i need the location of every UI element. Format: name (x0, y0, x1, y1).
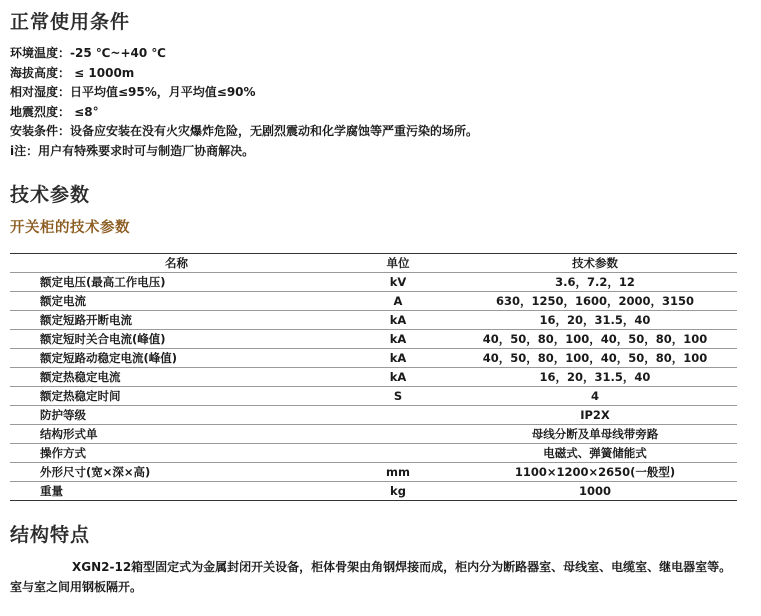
structure-paragraph (10, 557, 740, 597)
condition-altitude: 海拔高度： ≤ 1000m (10, 65, 135, 80)
spec-table (10, 253, 737, 501)
table-subtitle: 开关柜的技术参数 (10, 220, 130, 236)
conditions-list (10, 44, 478, 161)
cell-name: 额定电压(最高工作电压) (10, 273, 343, 292)
cell-name: 操作方式 (10, 444, 343, 463)
cell-unit: kA (343, 349, 453, 368)
section-title-conditions: 正常使用条件 (10, 11, 131, 33)
table-row (10, 482, 737, 501)
structure-text: XGN2-12箱型固定式为金属封闭开关设备，柜体骨架由角钢焊接而成，柜内分为断路器室、母线室、电缆室、继电器室等。室与室之间用钢板隔开。 (10, 560, 732, 594)
cell-name: 外形尺寸(宽×深×高) (10, 463, 343, 482)
cell-unit (343, 444, 453, 463)
table-header-row (10, 254, 737, 273)
table-row (10, 349, 737, 368)
cell-name: 重量 (10, 482, 343, 501)
cell-value: 电磁式、弹簧储能式 (453, 444, 737, 463)
cell-unit: kA (343, 368, 453, 387)
cell-name: 额定电流 (10, 292, 343, 311)
table-row (10, 387, 737, 406)
cell-unit: kV (343, 273, 453, 292)
cell-value: IP2X (453, 406, 737, 425)
header-unit: 单位 (343, 254, 453, 273)
table-row (10, 330, 737, 349)
cell-value: 630，1250，1600，2000，3150 (453, 292, 737, 311)
cell-unit: kA (343, 330, 453, 349)
cell-unit: kg (343, 482, 453, 501)
cell-unit (343, 406, 453, 425)
table-row (10, 406, 737, 425)
table-row (10, 444, 737, 463)
condition-seismic: 地震烈度： ≤8° (10, 104, 99, 119)
cell-value: 1000 (453, 482, 737, 501)
cell-value: 40，50，80，100，40，50，80，100 (453, 349, 737, 368)
table-row (10, 292, 737, 311)
cell-name: 结构形式单 (10, 425, 343, 444)
condition-humidity: 相对湿度：日平均值≤95%，月平均值≤90% (10, 85, 256, 99)
cell-unit: mm (343, 463, 453, 482)
cell-name: 防护等级 (10, 406, 343, 425)
table-row (10, 311, 737, 330)
cell-unit (343, 425, 453, 444)
cell-name: 额定短路动稳定电流(峰值) (10, 349, 343, 368)
cell-value: 16，20，31.5，40 (453, 311, 737, 330)
table-row (10, 273, 737, 292)
cell-value: 3.6，7.2，12 (453, 273, 737, 292)
cell-value: 母线分断及单母线带旁路 (453, 425, 737, 444)
table-row (10, 368, 737, 387)
section-title-specs: 技术参数 (10, 184, 91, 206)
condition-note: i注：用户有特殊要求时可与制造厂协商解决。 (10, 143, 255, 158)
cell-unit: kA (343, 311, 453, 330)
header-name: 名称 (10, 254, 343, 273)
cell-name: 额定热稳定电流 (10, 368, 343, 387)
cell-value: 40，50，80，100，40，50，80，100 (453, 330, 737, 349)
table-row (10, 425, 737, 444)
section-title-structure: 结构特点 (10, 524, 91, 546)
header-value: 技术参数 (453, 254, 737, 273)
cell-value: 4 (453, 387, 737, 406)
cell-name: 额定短路开断电流 (10, 311, 343, 330)
cell-unit: A (343, 292, 453, 311)
cell-value: 1100×1200×2650(一般型) (453, 463, 737, 482)
cell-unit: S (343, 387, 453, 406)
table-row (10, 463, 737, 482)
cell-name: 额定短时关合电流(峰值) (10, 330, 343, 349)
cell-name: 额定热稳定时间 (10, 387, 343, 406)
condition-temperature: 环境温度：-25 ℃~+40 ℃ (10, 46, 166, 60)
condition-installation: 安装条件：设备应安装在没有火灾爆炸危险，无剧烈震动和化学腐蚀等严重污染的场所。 (10, 124, 479, 138)
cell-value: 16，20，31.5，40 (453, 368, 737, 387)
